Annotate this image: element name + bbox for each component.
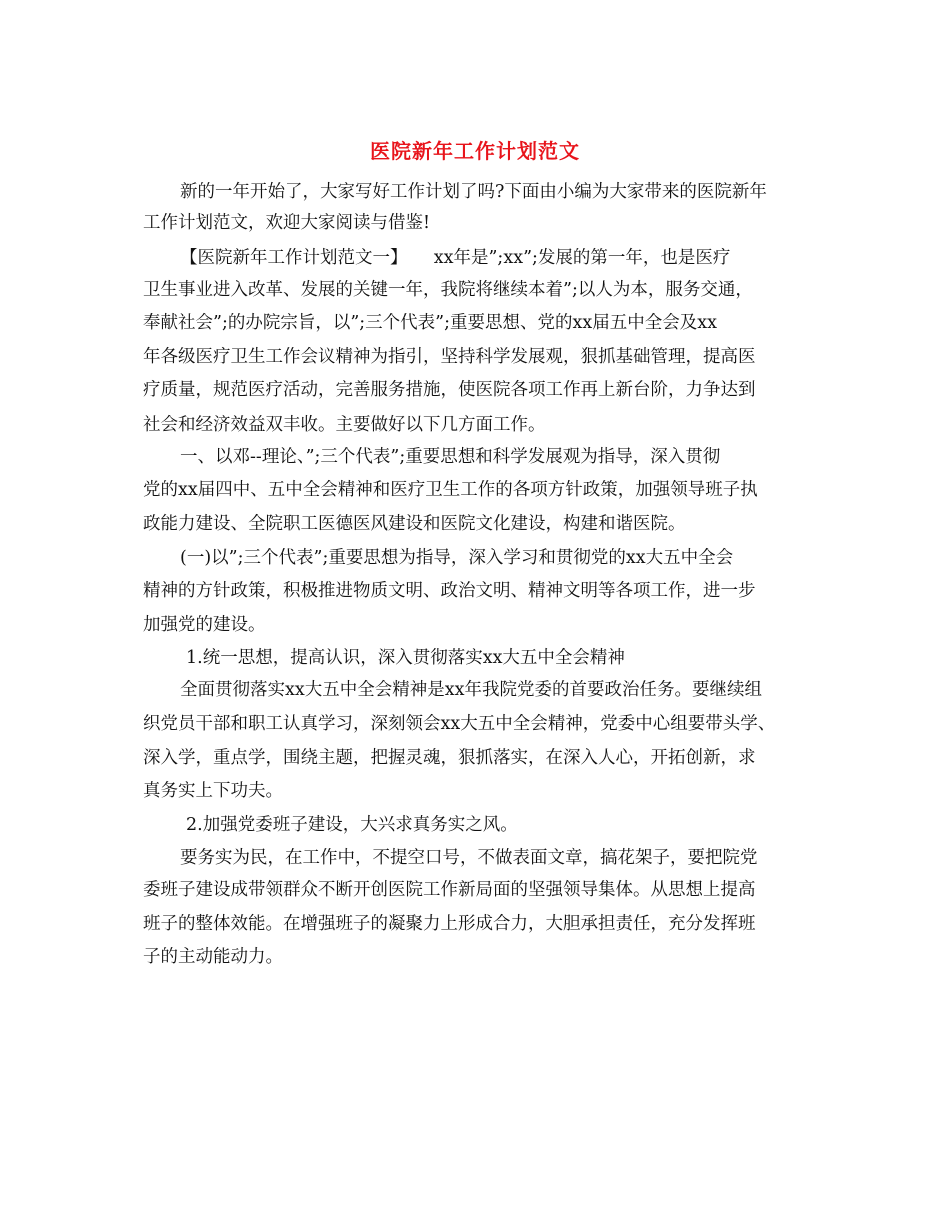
paragraph-line: 真务实上下功夫。	[143, 781, 283, 801]
paragraph-line: 社会和经济效益双丰收。主要做好以下几方面工作。	[143, 415, 546, 435]
paragraph-line: 年各级医疗卫生工作会议精神为指引，坚持科学发展观，狠抓基础管理，提高医	[143, 347, 756, 367]
paragraph-line: (一)以”;三个代表”;重要思想为指导，深入学习和贯彻党的xx大五中全会	[180, 548, 734, 568]
paragraph-line: 子的主动能动力。	[143, 947, 283, 967]
paragraph-line: 要务实为民，在工作中，不提空口号，不做表面文章，搞花架子，要把院党	[180, 848, 758, 868]
paragraph-line: 委班子建设成带领群众不断开创医院工作新局面的坚强领导集体。从思想上提高	[143, 880, 756, 900]
paragraph-line: 新的一年开始了，大家写好工作计划了吗?下面由小编为大家带来的医院新年	[180, 182, 767, 202]
paragraph-line: 奉献社会”;的办院宗旨，以”;三个代表”;重要思想、党的xx届五中全会及xx	[143, 313, 718, 333]
paragraph-line: 深入学，重点学，围绕主题，把握灵魂，狠抓落实，在深入人心，开拓创新，求	[143, 748, 756, 768]
paragraph-line: 政能力建设、全院职工医德医风建设和医院文化建设，构建和谐医院。	[143, 514, 686, 534]
paragraph-line: 党的xx届四中、五中全会精神和医疗卫生工作的各项方针政策，加强领导班子执	[143, 480, 758, 500]
document-title: 医院新年工作计划范文	[370, 139, 580, 163]
paragraph-line: 班子的整体效能。在增强班子的凝聚力上形成合力，大胆承担责任，充分发挥班	[143, 914, 756, 934]
paragraph-line: 一、以邓--理论、”;三个代表”;重要思想和科学发展观为指导，深入贯彻	[180, 447, 721, 467]
paragraph-line: 全面贯彻落实xx大五中全会精神是xx年我院党委的首要政治任务。要继续组	[180, 680, 762, 700]
paragraph-line: 卫生事业进入改革、发展的关键一年，我院将继续本着”;以人为本，服务交通，	[143, 280, 753, 300]
paragraph-line: 2.加强党委班子建设，大兴求真务实之风。	[186, 815, 518, 835]
paragraph-line: 1.统一思想，提高认识，深入贯彻落实xx大五中全会精神	[186, 648, 625, 668]
paragraph-line: 加强党的建设。	[143, 615, 266, 635]
paragraph-line: 【医院新年工作计划范文一】 xx年是”;xx”;发展的第一年，也是医疗	[180, 248, 731, 268]
paragraph-line: 织党员干部和职工认真学习，深刻领会xx大五中全会精神，党委中心组要带头学、	[143, 714, 776, 734]
paragraph-line: 精神的方针政策，积极推进物质文明、政治文明、精神文明等各项工作，进一步	[143, 581, 756, 601]
paragraph-line: 疗质量，规范医疗活动，完善服务措施，使医院各项工作再上新台阶，力争达到	[143, 380, 756, 400]
paragraph-line: 工作计划范文，欢迎大家阅读与借鉴!	[143, 213, 431, 233]
